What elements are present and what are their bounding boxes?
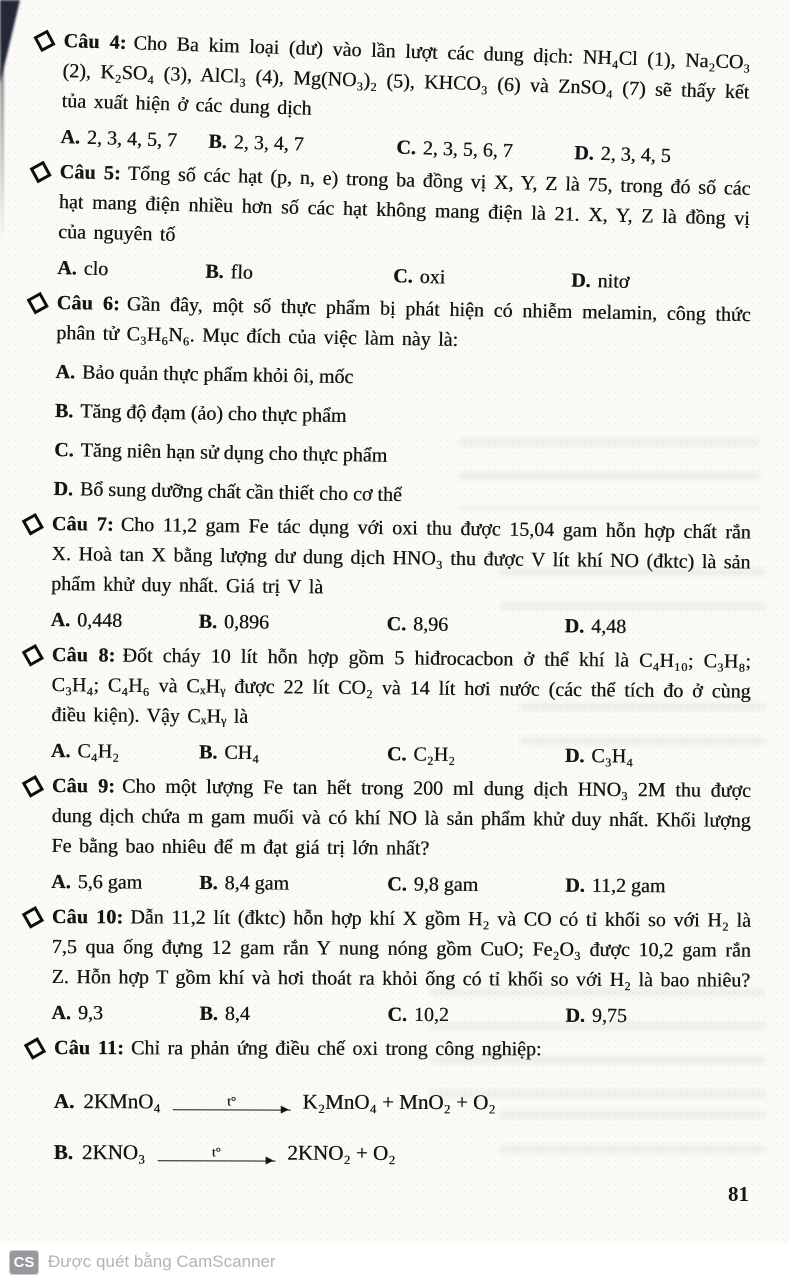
question-cau-10 [51,902,751,1032]
question-cau-4 [60,26,751,174]
option-label: A. [50,739,71,763]
question-cau-7 [50,509,750,644]
option-text: 9,8 gam [413,873,479,896]
option-c [54,436,748,477]
option-text: nitơ [597,270,630,293]
page-edge-shadow [0,68,4,243]
option-text: 2, 3, 4, 7 [233,131,305,156]
reaction-condition: t° [227,1093,236,1109]
option-text: 11,2 gam [591,874,666,898]
options-row [51,867,750,902]
camscanner-logo-icon: CS [9,1250,39,1275]
option-label: A. [55,360,76,384]
option-text: 10,2 [413,1003,449,1027]
reaction-equation-b [54,1140,751,1167]
option-label: A. [51,1001,71,1025]
question-cau-8 [51,640,751,773]
equation-lhs: 2KMnO₄ [83,1089,161,1114]
options-row [51,736,750,773]
question-cau-5 [57,157,751,300]
option-d [574,138,748,173]
option-label: D. [53,477,74,501]
checkbox-bullet-icon [33,30,55,53]
option-a [60,122,209,157]
option-text: 0,896 [223,611,270,634]
question-body: Cho Ba kim loại (dư) vào lần lượt các dung dịch: NH₄Cl (1), Na₂CO₃ (2), K₂SO₄ (3), AlCl₃ (4), Mg(NO₃)₂ (5), KHCO₃ (6) và ZnSO₄ (7) sẽ thấy kết tủa xuất hiện ở các dung dịch [61,32,751,120]
option-text: 2, 3, 4, 5 [600,142,672,168]
question-label: Câu 10: [51,905,124,929]
option-b [205,257,394,292]
option-b [55,397,749,438]
question-body: Tổng số các hạt (p, n, e) trong ba đồng vị X, Y, Z là 75, trong đó số các hạt mang điện nhiều hơn số các hạt không mang điện là 21. X, Y, Z là đồng vị của nguyên tố [57,162,751,246]
question-label: Câu 5: [59,160,122,185]
checkbox-bullet-icon [22,906,44,929]
option-text: 2, 3, 4, 5, 7 [86,126,178,152]
option-c [387,739,565,771]
option-label: B. [54,399,74,423]
question-body: Đốt cháy 10 lít hỗn hợp gồm 5 hiđrocacbon ở thể khí là C₄H₁₀; C₃H₈; C₃H₄; C₄H₆ và CₓHᵧ được 22 lít CO₂ và 14 lít hơi nước (các thể tích đo ở cùng điều kiện). Vậy CₓHᵧ là [51,644,751,728]
checkbox-bullet-icon [22,513,44,536]
option-label: A. [53,1088,75,1114]
option-label: B. [198,610,218,634]
checkbox-bullet-icon [22,775,44,798]
option-label: B. [199,872,218,895]
option-label: D. [565,874,585,897]
option-a [57,253,206,287]
option-d [565,1001,750,1032]
option-label: C. [396,136,417,160]
question-cau-6 [53,288,751,516]
camscanner-credit-text: Được quét bằng CamScanner [48,1252,276,1271]
question-body: Dẫn 11,2 lít (đktc) hỗn hợp khí X gồm H₂ và CO có tỉ khối so với H₂ là 7,5 qua ống đựng 12 gam rắn Y nung nóng gồm CuO; Fe₂O₃ được 10,2 gam rắn Z. Hỗn hợp T gồm khí và hơi thoát ra khỏi ống có tỉ khối so với H₂ là bao nhiêu? [51,906,751,992]
question-body: Cho một lượng Fe tan hết trong 200 ml dung dịch HNO₃ 2M thu được dung dịch chứa m gam muối và có khí NO là sản phẩm khử duy nhất. Khối lượng Fe bằng bao nhiêu để m đạt giá trị lớn nhất? [51,775,751,860]
camscanner-footer [0,1244,789,1280]
option-label: D. [564,744,585,768]
option-label: A. [51,870,71,894]
checkbox-bullet-icon [27,292,49,315]
option-text: 8,96 [412,613,449,636]
page-number: 81 [728,1182,749,1206]
option-label: A. [60,125,81,149]
option-text: clo [83,257,109,281]
option-b [199,737,387,769]
option-b [199,999,387,1030]
question-body: Cho 11,2 gam Fe tác dụng với oxi thu được 15,04 gam hỗn hợp chất rắn X. Hoà tan X bằng lượng dư dung dịch HNO₃ thu được V lít khí NO (đktc) là sản phẩm khử duy nhất. Giá trị V là [50,513,751,599]
question-text [51,771,751,866]
question-cau-9 [51,771,751,902]
question-text [54,1033,751,1065]
reaction-arrow-icon [173,1095,291,1110]
option-c [393,261,572,295]
equation-lhs: 2KNO₃ [81,1140,146,1165]
option-label: D. [565,1004,585,1027]
question-text [51,640,751,737]
option-label: C. [387,873,407,896]
option-a [51,736,199,767]
option-label: C. [392,265,413,288]
question-text [56,288,751,360]
question-body: Gần đây, một số thực phẩm bị phát hiện có nhiễm melamin, công thức phân tử C₃H₆N₆. Mục đích của việc làm này là: [56,293,751,352]
option-text: 5,6 gam [77,871,143,894]
option-text: Bổ sung dưỡng chất cần thiết cho cơ thể [79,478,403,507]
options-row [50,605,749,644]
option-label: A. [57,256,78,280]
question-body: Chỉ ra phản ứng điều chế oxi trong công nghiệp: [130,1037,542,1061]
question-text [52,902,751,996]
option-text: 4,48 [590,615,627,639]
option-c [396,133,575,169]
option-text: 8,4 [224,1002,250,1026]
option-c [386,609,564,641]
option-label: B. [53,1139,73,1165]
question-label: Câu 11: [53,1037,125,1060]
option-label: B. [208,130,228,154]
option-d [565,871,750,902]
question-label: Câu 8: [51,643,116,667]
option-d [571,266,749,300]
option-label: C. [386,743,407,766]
option-b [199,868,387,899]
option-label: A. [50,608,71,632]
option-c [387,1000,565,1031]
question-label: Câu 7: [51,512,114,536]
reaction-arrow-icon [157,1146,275,1161]
options-stack [53,358,749,516]
option-text: oxi [419,265,446,289]
option-a [50,605,198,637]
question-label: Câu 9: [51,774,116,798]
option-label: D. [570,269,591,292]
option-text: C₂H₂ [413,743,456,766]
option-d [565,741,750,773]
option-text: C₄H₂ [77,740,120,763]
equation-rhs: 2KNO₂ + O₂ [287,1140,396,1165]
option-text: Tăng độ đạm (ảo) cho thực phẩm [80,400,347,428]
option-text: Tăng niên hạn sử dụng cho thực phẩm [80,439,388,467]
checkbox-bullet-icon [30,161,52,184]
option-label: C. [386,613,407,636]
options-row [51,998,750,1032]
question-label: Câu 6: [56,291,121,316]
option-label: B. [198,741,218,764]
checkbox-bullet-icon [24,1037,46,1060]
reaction-equation-a [54,1089,751,1116]
option-b [208,127,397,163]
option-text: Bảo quản thực phẩm khỏi ôi, mốc [81,361,354,389]
checkbox-bullet-icon [22,644,44,667]
option-text: 2, 3, 5, 6, 7 [422,137,514,163]
question-text [61,26,750,138]
option-text: 8,4 gam [224,872,290,895]
option-a [51,998,199,1029]
option-text: 0,448 [76,609,123,632]
option-label: B. [199,1002,218,1025]
question-text [58,157,751,264]
question-label: Câu 4: [63,29,127,54]
option-label: D. [564,615,585,638]
option-label: B. [204,260,224,284]
option-text: CH₄ [224,741,260,764]
option-text: 9,3 [77,1002,103,1025]
option-d [564,611,749,643]
option-text: flo [230,261,254,284]
reaction-condition: t° [211,1144,221,1160]
option-c [387,869,565,900]
option-label: C. [387,1003,407,1026]
question-cau-11 [54,1033,751,1167]
question-text [51,509,751,608]
option-text: C₃H₄ [591,745,634,768]
option-label: D. [573,142,595,165]
option-text: 9,75 [591,1004,627,1028]
option-a [51,867,199,898]
option-label: C. [53,438,74,462]
option-a [55,358,749,399]
equation-rhs: K₂MnO₄ + MnO₂ + O₂ [302,1089,496,1115]
option-b [198,607,386,639]
